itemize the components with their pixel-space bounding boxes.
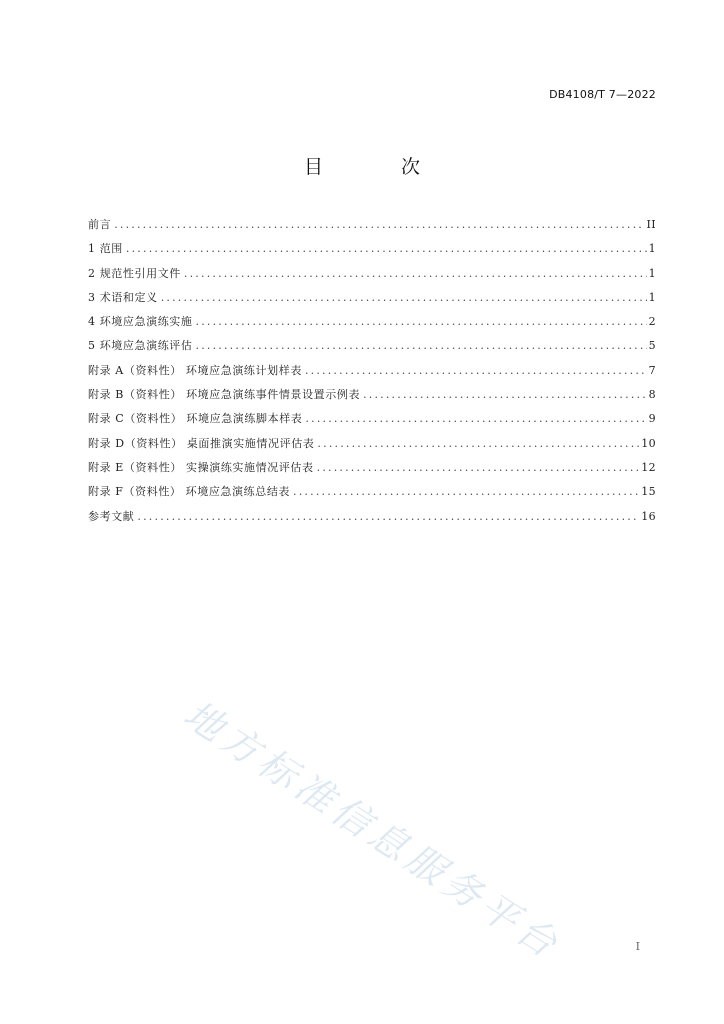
document-code: DB4108/T 7—2022 (549, 88, 656, 101)
toc-entry-label: 1 范围 (88, 242, 123, 256)
toc-entry-label: 前言 (88, 218, 112, 231)
toc-entry-foreword[interactable] (88, 218, 656, 242)
page-number: I (635, 940, 640, 953)
toc-entry-page: 1 (648, 242, 656, 256)
toc-entry-label: 2 规范性引用文件 (88, 266, 181, 280)
dot-leader (114, 218, 644, 232)
toc-entry-appendix-b[interactable] (88, 388, 656, 412)
toc-entry-page: 10 (641, 436, 656, 450)
dot-leader (293, 485, 639, 499)
dot-leader (317, 461, 640, 475)
toc-entry-page: 1 (648, 266, 656, 280)
dot-leader (126, 242, 647, 256)
toc-entry-label: 5 环境应急演练评估 (88, 339, 193, 353)
toc-entry-label: 附录 D（资料性） 桌面推演实施情况评估表 (88, 436, 315, 450)
watermark: 地方标准信息服务平台 (176, 691, 570, 969)
dot-leader (317, 437, 639, 451)
toc-entry-page: 16 (641, 509, 656, 523)
toc-entry-scope[interactable] (88, 242, 656, 266)
toc-entry-page: 2 (648, 315, 656, 329)
toc-entry-bibliography[interactable] (88, 510, 656, 534)
dot-leader (305, 364, 647, 378)
toc-entry-label: 参考文献 (88, 509, 135, 523)
dot-leader (161, 291, 647, 305)
toc-entry-label: 附录 E（资料性） 实操演练实施情况评估表 (88, 460, 314, 474)
toc-entry-page: 9 (648, 412, 656, 426)
toc-entry-label: 3 术语和定义 (88, 290, 158, 304)
dot-leader (196, 339, 647, 353)
toc-entry-drill-evaluation[interactable] (88, 339, 656, 363)
toc-title: 目 次 (303, 156, 457, 178)
toc-entry-page: II (646, 218, 656, 231)
toc-entry-page: 1 (648, 290, 656, 304)
dot-leader (184, 267, 647, 281)
toc-entry-page: 5 (648, 339, 656, 353)
toc-entry-appendix-f[interactable] (88, 485, 656, 509)
toc-entry-appendix-e[interactable] (88, 461, 656, 485)
toc-entry-label: 附录 C（资料性） 环境应急演练脚本样表 (88, 412, 303, 426)
toc-entry-page: 12 (641, 460, 656, 474)
toc-entry-drill-implementation[interactable] (88, 315, 656, 339)
dot-leader (196, 315, 647, 329)
toc-entry-appendix-d[interactable] (88, 437, 656, 461)
toc-entry-label: 4 环境应急演练实施 (88, 315, 193, 329)
toc-entry-appendix-c[interactable] (88, 412, 656, 436)
table-of-contents (88, 218, 656, 534)
toc-entry-label: 附录 A（资料性） 环境应急演练计划样表 (88, 363, 302, 377)
dot-leader (305, 412, 646, 426)
dot-leader (363, 388, 647, 402)
dot-leader (137, 510, 639, 524)
toc-entry-label: 附录 B（资料性） 环境应急演练事件情景设置示例表 (88, 388, 361, 402)
toc-entry-normative-references[interactable] (88, 267, 656, 291)
toc-entry-terms-definitions[interactable] (88, 291, 656, 315)
toc-entry-page: 15 (641, 485, 656, 499)
toc-entry-page: 8 (648, 388, 656, 402)
toc-entry-label: 附录 F（资料性） 环境应急演练总结表 (88, 485, 291, 499)
toc-entry-page: 7 (648, 363, 656, 377)
toc-entry-appendix-a[interactable] (88, 364, 656, 388)
